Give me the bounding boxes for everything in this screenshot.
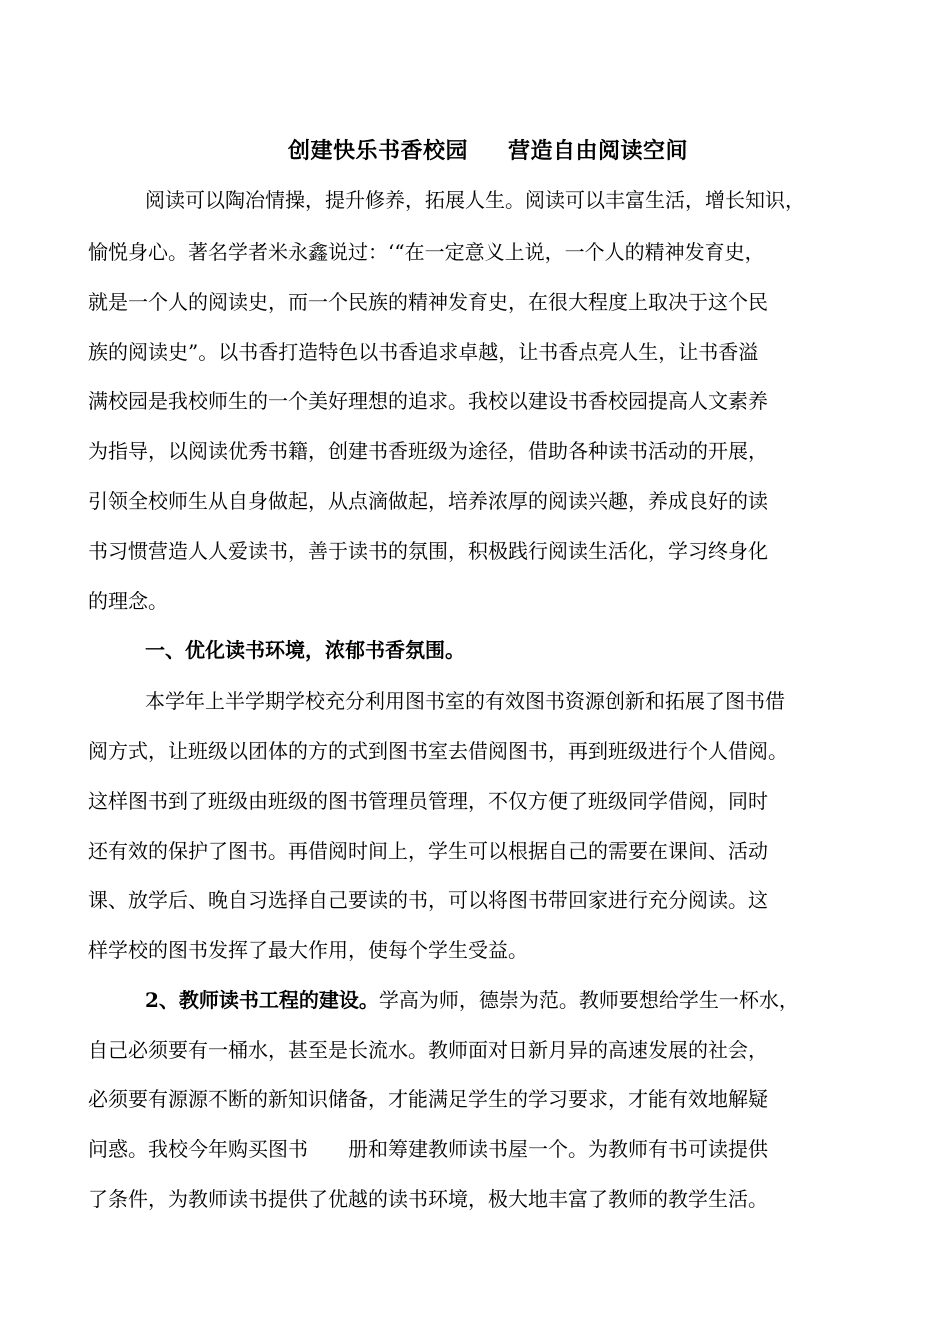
section1-heading: 一、优化读书环境，浓郁书香氛围。 — [145, 638, 465, 662]
section2-line: 必须要有源源不断的新知识储备，才能满足学生的学习要求，才能有效地解疑 — [88, 1087, 768, 1111]
intro-line: 书习惯营造人人爱读书，善于读书的氛围，积极践行阅读生活化，学习终身化 — [88, 539, 768, 563]
intro-line: 阅读可以陶冶情操，提升修养，拓展人生。阅读可以丰富生活，增长知识， — [145, 188, 805, 212]
intro-line: 就是一个人的阅读史，而一个民族的精神发育史，在很大程度上取决于这个民 — [88, 290, 768, 314]
section2-line-with-blank — [88, 1135, 768, 1163]
section1-line: 这样图书到了班级由班级的图书管理员管理，不仅方便了班级同学借阅，同时 — [88, 789, 768, 813]
intro-line: 的理念。 — [88, 589, 168, 613]
section2-line4-part2: 册和筹建教师读书屋一个。为教师有书可读提供 — [348, 1137, 768, 1161]
intro-line: 满校园是我校师生的一个美好理想的追求。我校以建设书香校园提高人文素养 — [88, 389, 768, 413]
section1-line: 课、放学后、晚自习选择自己要读的书，可以将图书带回家进行充分阅读。这 — [88, 888, 768, 912]
section1-line: 本学年上半学期学校充分利用图书室的有效图书资源创新和拓展了图书借 — [145, 689, 785, 713]
section2-first-line-rest: 学高为师，德崇为范。教师要想给学生一杯水， — [378, 988, 799, 1012]
section2-line: 自己必须要有一桶水，甚至是长流水。教师面对日新月异的高速发展的社会， — [88, 1038, 768, 1062]
section1-line: 样学校的图书发挥了最大作用，使每个学生受益。 — [88, 938, 528, 962]
intro-line: 为指导，以阅读优秀书籍，创建书香班级为途径，借助各种读书活动的开展， — [88, 439, 768, 463]
section1-line: 阅方式，让班级以团体的方的式到图书室去借阅图书，再到班级进行个人借阅。 — [88, 739, 788, 763]
section2-line4-part1: 问惑。我校今年购买图书 — [88, 1137, 308, 1161]
section1-line: 还有效的保护了图书。再借阅时间上，学生可以根据自己的需要在课间、活动 — [88, 839, 768, 863]
title-part-1: 创建快乐书香校园 — [288, 138, 469, 164]
section2-first-line — [145, 986, 799, 1014]
intro-line: 引领全校师生从自身做起，从点滴做起，培养浓厚的阅读兴趣，养成良好的读 — [88, 489, 768, 513]
section2-heading: 2、教师读书工程的建设。 — [145, 988, 379, 1012]
document-title — [288, 134, 688, 165]
section2-last-line: 了条件，为教师读书提供了优越的读书环境，极大地丰富了教师的教学生活。 — [88, 1187, 768, 1211]
title-part-2: 营造自由阅读空间 — [508, 138, 689, 164]
intro-line: 族的阅读史”。以书香打造特色以书香追求卓越，让书香点亮人生，让书香溢 — [88, 340, 759, 364]
intro-line: 愉悦身心。著名学者米永鑫说过：‘“在一定意义上说，一个人的精神发育史， — [88, 240, 765, 264]
